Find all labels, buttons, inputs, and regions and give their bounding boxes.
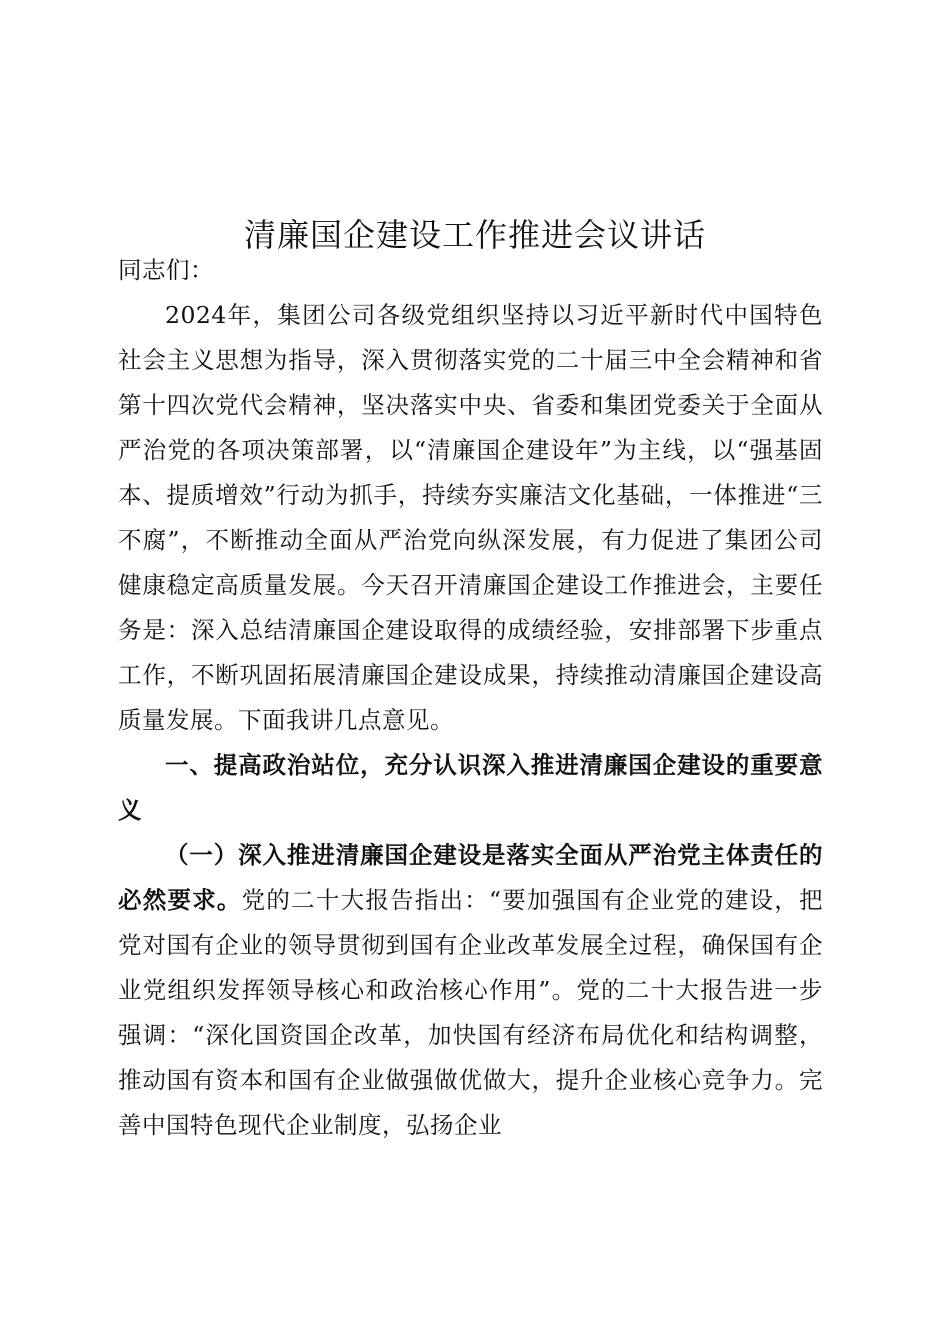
document-title: 清廉国企建设工作推进会议讲话	[243, 216, 706, 254]
intro-paragraph: 2024年，集团公司各级党组织坚持以习近平新时代中国特色社会主义思想为指导，深入贯彻落实党的二十届三中全会精神和省第十四次党代会精神，坚决落实中央、省委和集团党委关于全面从严治党的各项决策部署，以“清廉国企建设年”为主线，以“强基固本、提质增效”行动为抓手，持续夯实廉洁文化基础，一体推进“三不腐”，不断推动全面从严治党向纵深发展，有力促进了集团公司健康稳定高质量发展。今天召开清廉国企建设工作推进会，主要任务是：深入总结清廉国企建设取得的成绩经验，安排部署下步重点工作，不断巩固拓展清廉国企建设成果，持续推动清廉国企建设高质量发展。下面我讲几点意见。	[118, 301, 823, 734]
subsection-paragraph	[118, 833, 823, 1148]
document-body	[118, 248, 823, 1148]
subsection-lead: （一）深入推进清廉国企建设是落实全面从严治党主体责任的必然要求。	[118, 841, 823, 914]
salutation: 同志们：	[118, 256, 214, 284]
section-heading: 一、提高政治站位，充分认识深入推进清廉国企建设的重要意义	[118, 751, 823, 824]
subsection-body: 党的二十大报告指出：“要加强国有企业党的建设，把党对国有企业的领导贯彻到国有企业改革发展全过程，确保国有企业党组织发挥领导核心和政治核心作用”。党的二十大报告进一步强调：“深化国资国企改革，加快国有经济布局优化和结构调整，推动国有资本和国有企业做强做优做大，提升企业核心竞争力。完善中国特色现代企业制度，弘扬企业	[118, 886, 824, 1139]
